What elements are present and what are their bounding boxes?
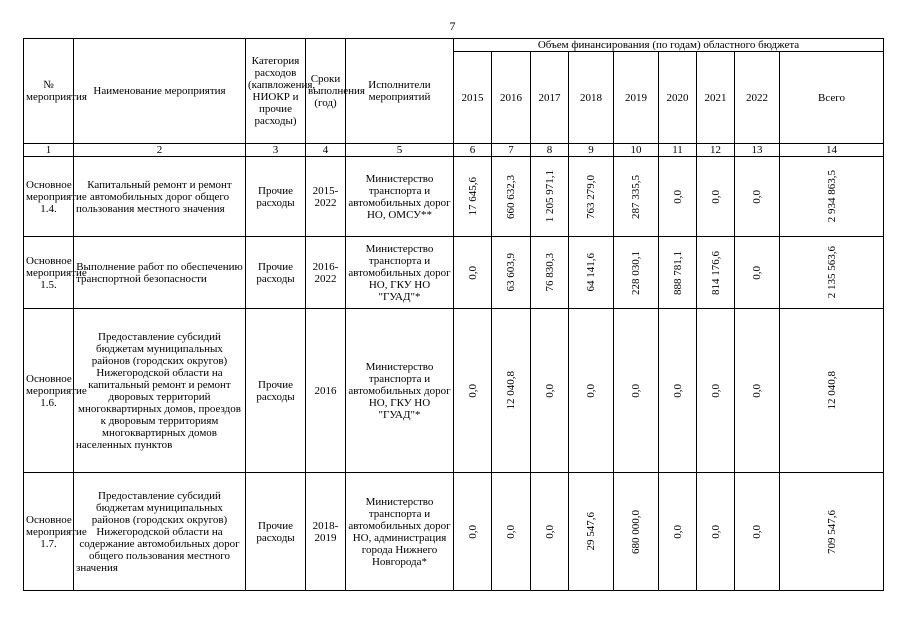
row-value-cell: [569, 157, 614, 237]
row-value: 29 547,6: [585, 512, 597, 551]
column-number: 2: [74, 144, 246, 157]
row-terms: 2016-2022: [306, 237, 346, 309]
row-value-cell: [659, 473, 697, 591]
row-value: 0,0: [751, 383, 763, 398]
row-value-cell: [735, 473, 780, 591]
header-terms: Сроки выполнения (год): [306, 39, 346, 144]
row-value-cell: [659, 157, 697, 237]
table-row: [24, 157, 884, 237]
header-name: Наименование мероприятия: [74, 39, 246, 144]
column-number: 8: [531, 144, 569, 157]
row-terms: 2018-2019: [306, 473, 346, 591]
row-number: Основное мероприятие 1.4.: [24, 157, 74, 237]
row-value-cell: [697, 309, 735, 473]
row-value: 0,0: [751, 524, 763, 539]
row-value: 287 335,5: [630, 174, 642, 219]
row-value: 0,0: [709, 383, 722, 398]
header-year: 2017: [531, 52, 569, 144]
row-number: Основное мероприятие 1.7.: [24, 473, 74, 591]
row-value: 0,0: [466, 265, 479, 280]
row-value: 0,0: [671, 189, 684, 204]
row-value-cell: [735, 157, 780, 237]
row-value-cell: [454, 157, 492, 237]
column-number: 3: [246, 144, 306, 157]
row-value: 0,0: [671, 383, 684, 398]
table-row: [24, 309, 884, 473]
row-name: Предоставление субсидий бюджетам муниципальных районов (городских округов) Нижегородской области на содержание автомобильных дорог общего пользования местного значения: [74, 473, 246, 591]
funding-table: [23, 38, 884, 591]
header-executors: Исполнители мероприятий: [346, 39, 454, 144]
header-year: 2015: [454, 52, 492, 144]
header-year: 2022: [735, 52, 780, 144]
row-value: 0,0: [709, 524, 722, 539]
row-value-cell: [614, 473, 659, 591]
row-value: 0,0: [466, 524, 479, 539]
row-name: Капитальный ремонт и ремонт автомобильных дорог общего пользования местного значения: [74, 157, 246, 237]
row-total-cell: [780, 237, 884, 309]
row-value-cell: [614, 309, 659, 473]
row-value-cell: [492, 237, 531, 309]
row-executors: Министерство транспорта и автомобильных дорог НО, ОМСУ**: [346, 157, 454, 237]
row-value: 0,0: [543, 383, 556, 398]
row-number: Основное мероприятие 1.6.: [24, 309, 74, 473]
row-value-cell: [569, 473, 614, 591]
row-total-cell: [780, 157, 884, 237]
row-value: 0,0: [585, 383, 597, 398]
row-value-cell: [659, 309, 697, 473]
row-value: 814 176,6: [709, 250, 722, 295]
row-value: 64 141,6: [585, 253, 597, 292]
row-value: 63 603,9: [505, 253, 517, 292]
row-number: Основное мероприятие 1.5.: [24, 237, 74, 309]
row-value-cell: [531, 157, 569, 237]
row-name: Предоставление субсидий бюджетам муниципальных районов (городских округов) Нижегородской области на капитальный ремонт и ремонт дворовых территорий многоквартирных домов, проездов к дворовым территориям многоквартирных домов населенных пунктов: [74, 309, 246, 473]
header-year: 2018: [569, 52, 614, 144]
column-number: 4: [306, 144, 346, 157]
row-value-cell: [531, 473, 569, 591]
header-year: 2020: [659, 52, 697, 144]
row-value-cell: [454, 309, 492, 473]
row-value-cell: [697, 473, 735, 591]
row-executors: Министерство транспорта и автомобильных дорог НО, ГКУ НО "ГУАД"*: [346, 309, 454, 473]
table-row: [24, 473, 884, 591]
header-year: 2021: [697, 52, 735, 144]
column-number: 7: [492, 144, 531, 157]
row-value-cell: [697, 157, 735, 237]
row-value-cell: [735, 237, 780, 309]
header-total: Всего: [780, 52, 884, 144]
row-value-cell: [735, 309, 780, 473]
row-name: Выполнение работ по обеспечению транспортной безопасности: [74, 237, 246, 309]
row-value: 680 000,0: [630, 509, 642, 554]
header-year: 2019: [614, 52, 659, 144]
row-value-cell: [492, 157, 531, 237]
row-value-cell: [531, 237, 569, 309]
row-value: 888 781,1: [671, 250, 684, 295]
column-number: 13: [735, 144, 780, 157]
row-value: 17 645,6: [466, 177, 479, 216]
row-value: 660 632,3: [505, 174, 517, 219]
row-value: 76 830,3: [543, 253, 556, 292]
column-number: 12: [697, 144, 735, 157]
column-number: 1: [24, 144, 74, 157]
row-category: Прочие расходы: [246, 473, 306, 591]
row-total-cell: [780, 309, 884, 473]
row-value: 0,0: [709, 189, 722, 204]
row-value: 1 205 971,1: [543, 170, 556, 223]
row-value-cell: [614, 237, 659, 309]
column-number: 11: [659, 144, 697, 157]
header-category: Категория расходов (капвложения, НИОКР и прочие расходы): [246, 39, 306, 144]
column-number: 10: [614, 144, 659, 157]
row-category: Прочие расходы: [246, 309, 306, 473]
row-executors: Министерство транспорта и автомобильных дорог НО, администрация города Нижнего Новгорода*: [346, 473, 454, 591]
row-value-cell: [697, 237, 735, 309]
column-numbers-row: [24, 144, 884, 157]
column-number: 14: [780, 144, 884, 157]
row-value: 0,0: [751, 189, 763, 204]
row-value-cell: [614, 157, 659, 237]
row-value: 0,0: [671, 524, 684, 539]
row-value-cell: [492, 309, 531, 473]
column-number: 6: [454, 144, 492, 157]
row-value-cell: [454, 237, 492, 309]
row-value: 0,0: [505, 524, 517, 539]
row-total-cell: [780, 473, 884, 591]
row-value-cell: [531, 309, 569, 473]
page-number: 7: [449, 19, 456, 33]
header-year: 2016: [492, 52, 531, 144]
row-executors: Министерство транспорта и автомобильных дорог НО, ГКУ НО "ГУАД"*: [346, 237, 454, 309]
row-value: 12 040,8: [505, 371, 517, 410]
row-total: 12 040,8: [825, 371, 838, 410]
row-value: 0,0: [630, 383, 642, 398]
row-terms: 2016: [306, 309, 346, 473]
row-total: 2 135 563,6: [825, 246, 838, 299]
column-number: 9: [569, 144, 614, 157]
row-total: 709 547,6: [825, 509, 838, 554]
row-value-cell: [569, 309, 614, 473]
row-total: 2 934 863,5: [825, 170, 838, 223]
row-value: 228 030,1: [630, 250, 642, 295]
row-value: 0,0: [543, 524, 556, 539]
header-number: № мероприятия: [24, 39, 74, 144]
row-terms: 2015-2022: [306, 157, 346, 237]
row-value: 763 279,0: [585, 174, 597, 219]
row-value-cell: [454, 473, 492, 591]
row-value-cell: [659, 237, 697, 309]
column-number: 5: [346, 144, 454, 157]
table-row: [24, 237, 884, 309]
row-value: 0,0: [751, 265, 763, 280]
row-value-cell: [569, 237, 614, 309]
row-category: Прочие расходы: [246, 237, 306, 309]
row-value-cell: [492, 473, 531, 591]
header-row: [24, 39, 884, 52]
row-value: 0,0: [466, 383, 479, 398]
header-funding-group: Объем финансирования (по годам) областного бюджета: [454, 39, 884, 52]
row-category: Прочие расходы: [246, 157, 306, 237]
